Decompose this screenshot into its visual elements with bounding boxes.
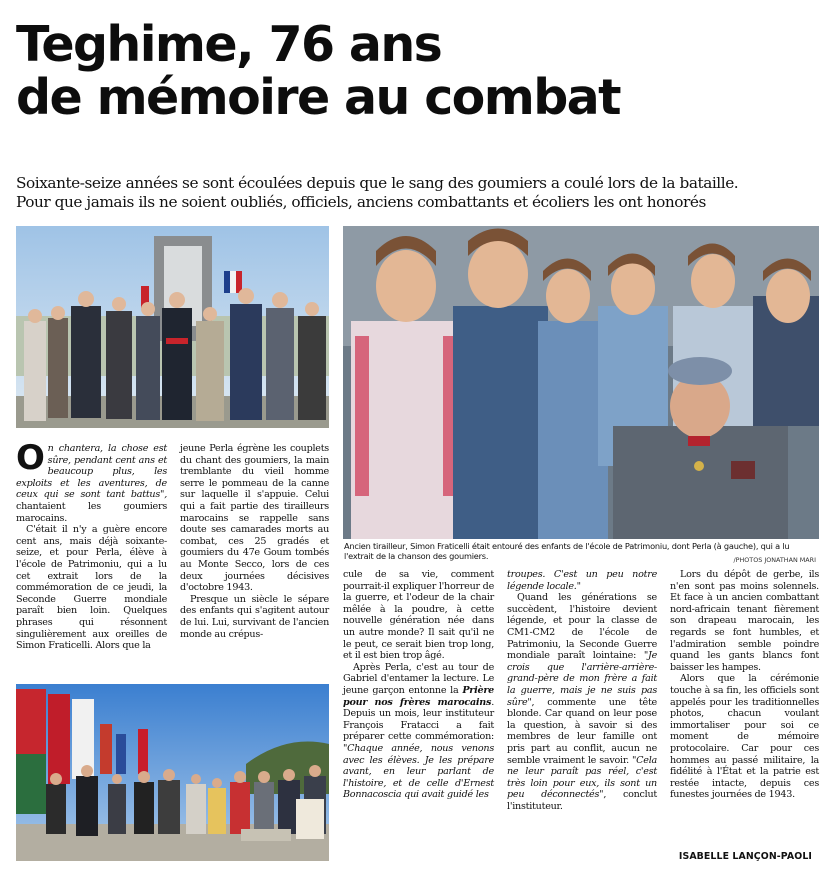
lede-line-2: Pour que jamais ils ne soient oubliés, officiels, anciens combattants et écoliers les ont honorés bbox=[16, 193, 706, 211]
col4-paragraph-1 bbox=[507, 569, 657, 592]
photo-ceremony-flags bbox=[16, 684, 329, 861]
col1-paragraph-1 bbox=[16, 438, 167, 524]
article-column-4 bbox=[507, 569, 657, 812]
col1-paragraph-2: C'était il n'y a guère encore cent ans, mais déjà soixante-seize, et pour Perla, élève à l'école de Patrimoniu, qui a lu cet extrait lors de la commémoration de ce jeudi, la Seconde Guerre mondiale paraît bien loin. Quelques phrases qui résonnent singulièrement aux oreilles de Simon Fraticelli. Alors que la bbox=[16, 524, 167, 652]
drop-cap: O bbox=[16, 438, 45, 478]
ceremony-flags-image bbox=[16, 684, 329, 861]
photo-credit: /PHOTOS JONATHAN MARI bbox=[733, 556, 816, 564]
photo-officials-monument bbox=[16, 226, 329, 428]
col3-p2-b: . Depuis un mois, leur instituteur François Fratacci a fait préparer cette commémoration: bbox=[343, 696, 494, 743]
headline bbox=[16, 18, 806, 124]
col1-p1-rest: chantaient les goumiers marocains. bbox=[16, 500, 167, 524]
col1-quote: n chantera, la chose est sûre, pendant cent ans et beaucoup plus, les exploits et les aventures, de ceux qui se sont tant battus", bbox=[16, 443, 167, 501]
col3-p2-a: Après Perla, c'est au tour de Gabriel d'entamer la lecture. Le jeune garçon entonne la bbox=[343, 661, 494, 696]
col3-prayer-title: Prière pour nos frères marocains bbox=[343, 684, 494, 708]
lede bbox=[16, 174, 816, 212]
col4-paragraph-2 bbox=[507, 592, 657, 812]
col4-p2-b: , commente une tête blonde. Car quand on leur pose la question, à savoir si des membres de leur famille ont pris part au conflit, aucun ne semble vraiment le savoir. bbox=[507, 696, 657, 766]
article-column-1 bbox=[16, 438, 167, 652]
col2-paragraph-1: jeune Perla égrène les couplets du chant des goumiers, la main tremblante du vieil homme serre le pommeau de la canne sur laquelle il s'appuie. Celui qui a fait partie des tirailleurs marocains se rappelle sans doute ses camarades morts au combat, ces 25 gradés et goumiers du 47e Goum tombés au Monte Secco, lors de ces deux journées décisives d'octobre 1943. bbox=[180, 443, 329, 594]
article-column-3 bbox=[343, 569, 494, 801]
col4-quote-end: troupes. C'est un peu notre légende locale." bbox=[507, 569, 657, 592]
photo-caption: Ancien tirailleur, Simon Fraticelli était entouré des enfants de l'école de Patrimoniu, dont Perla (à gauche), qui a lu l'extrait de la chanson des goumiers. bbox=[344, 541, 790, 561]
article-column-5 bbox=[670, 569, 819, 801]
officials-monument-image bbox=[16, 226, 329, 428]
author-signature: ISABELLE LANÇON-PAOLI bbox=[678, 851, 812, 862]
col4-child-quote: "Je crois que l'arrière-arrière-grand-père de mon frère a fait la guerre, mais je ne suis pas sûre" bbox=[507, 650, 657, 708]
col3-paragraph-1: cule de sa vie, comment pourrait-il expliquer l'horreur de la guerre, et l'odeur de la chair mêlée à la poudre, à cette nouvelle génération née dans un autre monde? Il sait qu'il ne le peut, ce serait bien trop long, et il est bien trop âgé. bbox=[343, 569, 494, 662]
col4-p2-c: , conclut l'instituteur. bbox=[507, 789, 658, 812]
col4-p2-a: Quand les générations se succèdent, l'histoire devient légende, et pour la classe de CM1-CM2 de l'école de Patrimoniu, la Seconde Guerre mondiale paraît lointaine: bbox=[507, 592, 657, 662]
col3-paragraph-2 bbox=[343, 662, 494, 801]
col3-teacher-quote: "Chaque année, nous venons avec les élèves. Je les prépare avant, en leur parlant de l'histoire, et de celle d'Ernest Bonnacoscia qui avait guidé les bbox=[343, 742, 494, 801]
col2-paragraph-2: Presque un siècle le sépare des enfants qui s'agitent autour de lui. Lui, survivant de l'ancien monde au crépus- bbox=[180, 593, 329, 640]
col5-paragraph-2: Alors que la cérémonie touche à sa fin, les officiels sont appelés pour les traditionnelles photos, chacun voulant immortaliser pour soi ce moment de mémoire protocolaire. Car pour ces hommes au passé militaire, la fidélité à l'État et la patrie est restée intacte, depuis ces funestes journées de 1943. bbox=[670, 673, 819, 801]
lede-line-1: Soixante-seize années se sont écoulées depuis que le sang des goumiers a coulé lors de la bataille. bbox=[16, 174, 739, 192]
headline-line-1: Teghime, 76 ans bbox=[16, 16, 442, 73]
col4-teacher-quote: "Cela ne leur paraît pas réel, c'est très loin pour eux, ils sont un peu déconnectés" bbox=[507, 754, 657, 801]
headline-line-2: de mémoire au combat bbox=[16, 69, 620, 126]
col5-paragraph-1: Lors du dépôt de gerbe, ils n'en sont pas moins solennels. Et face à un ancien combattant nord-africain tenant fièrement son drapeau marocain, les regards se font humbles, et l'admiration semble poindre quand les gants blancs font baisser les hampes. bbox=[670, 569, 819, 673]
children-veteran-image bbox=[343, 226, 819, 539]
article-column-2 bbox=[180, 443, 329, 640]
photo-children-veteran bbox=[343, 226, 819, 539]
